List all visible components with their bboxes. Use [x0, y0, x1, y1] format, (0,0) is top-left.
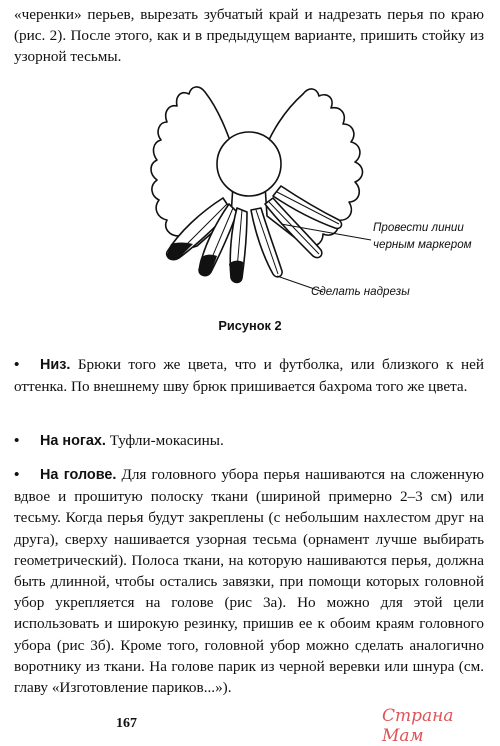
callout-draw-lines-1: Провести линии — [373, 221, 464, 234]
callout-make-cuts: Сделать надрезы — [311, 285, 410, 298]
bullet: • — [14, 432, 20, 449]
page-number: 167 — [116, 716, 137, 731]
section-feet — [14, 430, 484, 452]
bullet: • — [14, 466, 20, 483]
figure-caption: Рисунок 2 — [218, 318, 282, 333]
intro-paragraph: «черенки» перьев, вырезать зубчатый край и надрезать перья по краю (рис. 2). После этого, как и в предыдущем варианте, пришить стойку из узорной тесьмы. — [14, 6, 484, 66]
section-text: Для головного убора перья нашиваются на сложенную вдвое и прошитую полоску ткани (шириной примерно 2–3 см) или тесьму. Когда перья будут закреплены (с небольшим нахлестом друг на друга), сверху нашивается узорная тесьма (орнамент лучше выбирать геометрический). Полоса ткани, на которую нашиваются перья, должна быть длинной, чтобы остались завязки, при помощи которых головной убор укрепляется на голове (рис 3а). Но можно для этой цели использовать и широкую резинку, пришив ее к обоим краям головного убора (рис 3б). Кроме того, головной убор можно сделать аналогично воротнику из ткани. На голове парик из черной веревки или шнура (см. главу «Изготовление париков...»). — [14, 466, 484, 697]
section-lead: Низ. — [40, 357, 71, 373]
center-circle — [217, 132, 281, 196]
bullet: • — [14, 356, 20, 373]
section-head — [14, 464, 484, 698]
figure-feather-collar — [115, 80, 475, 305]
section-text: Туфли-мокасины. — [105, 432, 224, 449]
watermark: Страна Мам — [382, 706, 454, 746]
section-bottom — [14, 354, 484, 397]
callout-draw-lines-2: черным маркером — [373, 238, 472, 251]
section-lead: На голове. — [40, 467, 117, 483]
section-text: Брюки того же цвета, что и футболка, или близкого к ней оттенка. По внешнему шву брюк пришивается бахрома того же цвета. — [14, 356, 484, 396]
section-lead: На ногах. — [40, 433, 106, 449]
